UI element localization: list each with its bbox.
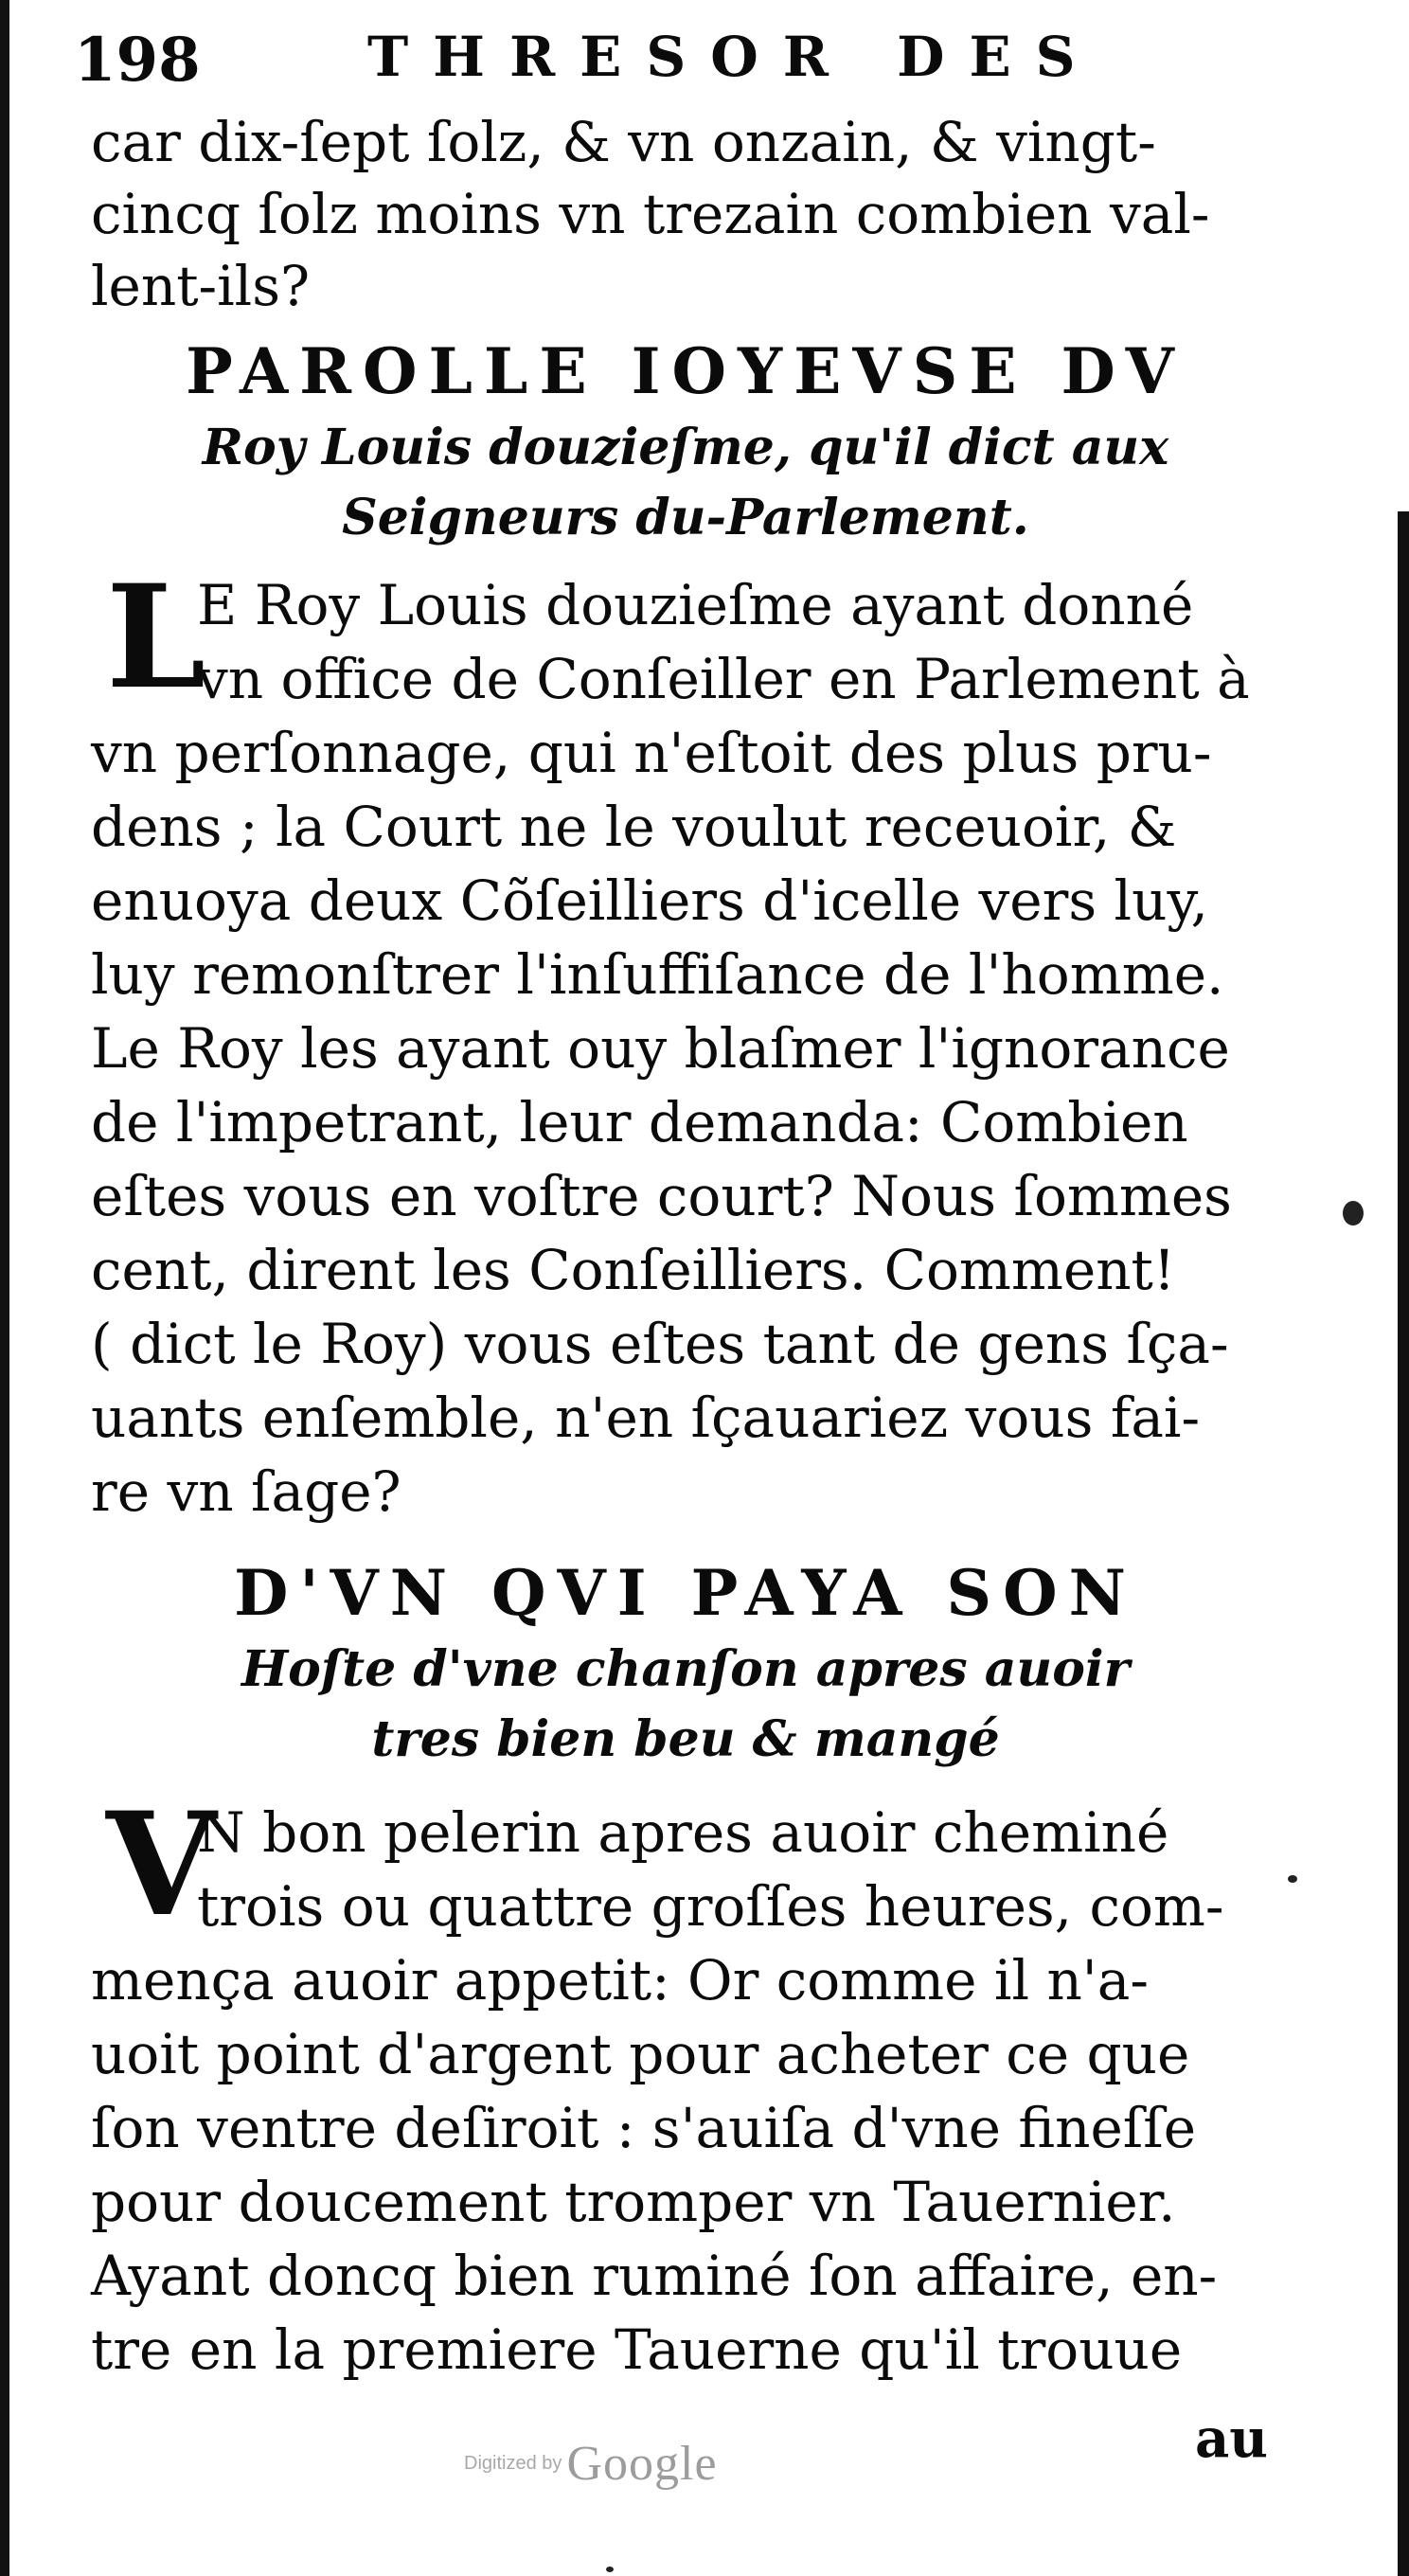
text-line: E Roy Louis douzieſme ayant donné [197,573,1194,637]
heading-subtitle-line: Seigneurs du-Parlement. [342,489,1029,546]
text-line: enuoya deux Cõſeilliers d'icelle vers luy, [91,868,1208,933]
text-line: vn perſonnage, qui n'eſtoit des plus pru- [91,721,1212,785]
section-heading-2 [91,1551,1280,1775]
text-line: N bon pelerin apres auoir cheminé [197,1800,1169,1865]
text-line: re vn ſage? [91,1459,401,1524]
heading-caps: PAROLLE IOYEVSE DV [186,334,1186,408]
text-line: Le Roy les ayant ouy blaſmer l'ignorance [91,1016,1230,1081]
text-line: luy remonſtrer l'inſuffiſance de l'homme. [91,942,1224,1007]
text-line: cincq ſolz moins vn trezain combien val- [91,182,1210,246]
google-logo: Google [566,2437,718,2491]
running-title: THRESOR DES [367,25,1100,89]
carryover-paragraph [91,106,1280,322]
page-number: 198 [74,25,201,96]
text-line: uants enſemble, n'en ſçauariez vous fai- [91,1386,1201,1450]
text-line: eſtes vous en voſtre court? Nous ſommes [91,1164,1232,1228]
ink-speck [1288,1875,1297,1883]
text-line: uoit point d'argent pour acheter ce que [91,2022,1190,2086]
text-line: vn office de Conſeiller en Parlement à [197,647,1250,711]
heading-subtitle-line: Roy Louis douzieſme, qu'il dict aux [202,419,1169,476]
text-line: pour doucement tromper vn Tauernier. [91,2170,1176,2234]
heading-subtitle-line: Hoſte d'vne chanſon apres auoir [241,1640,1131,1698]
text-line: lent-ils? [91,254,311,318]
ink-speck [1343,1201,1364,1225]
text-line: Ayant doncq bien ruminé ſon affaire, en- [91,2244,1218,2308]
section-2-body [91,1781,1293,2387]
watermark-prefix: Digitized by [464,2453,562,2474]
heading-subtitle-line: tres bien beu & mangé [371,1710,1000,1768]
ink-speck [606,2567,614,2572]
text-line: car dix-ſept ſolz, & vn onzain, & vingt- [91,110,1156,174]
text-line: trois ou quattre groſſes heures, com- [197,1874,1224,1939]
page-right-edge [1398,511,1409,2576]
text-line: de l'impetrant, leur demanda: Combien [91,1090,1188,1154]
section-heading-1 [91,330,1280,553]
text-line: mença auoir appetit: Or comme il n'a- [91,1948,1149,2012]
running-head [74,21,1248,97]
text-line: ( dict le Roy) vous eſtes tant de gens ſça- [91,1312,1229,1376]
heading-caps: D'VN QVI PAYA SON [234,1556,1137,1630]
page-left-edge [0,0,9,2576]
text-line: ſon ventre deſiroit : s'auiſa d'vne fineſſe [91,2096,1197,2160]
text-line: cent, dirent les Conſeilliers. Comment! [91,1238,1176,1302]
drop-cap: L [106,554,206,721]
text-line: tre en la premiere Tauerne qu'il trouue [91,2317,1183,2382]
drop-cap: V [106,1781,217,1948]
digitized-watermark [464,2436,718,2502]
section-1-body [91,554,1293,1529]
catchword: au [1195,2407,1268,2470]
text-line: dens ; la Court ne le voulut receuoir, & [91,795,1177,859]
